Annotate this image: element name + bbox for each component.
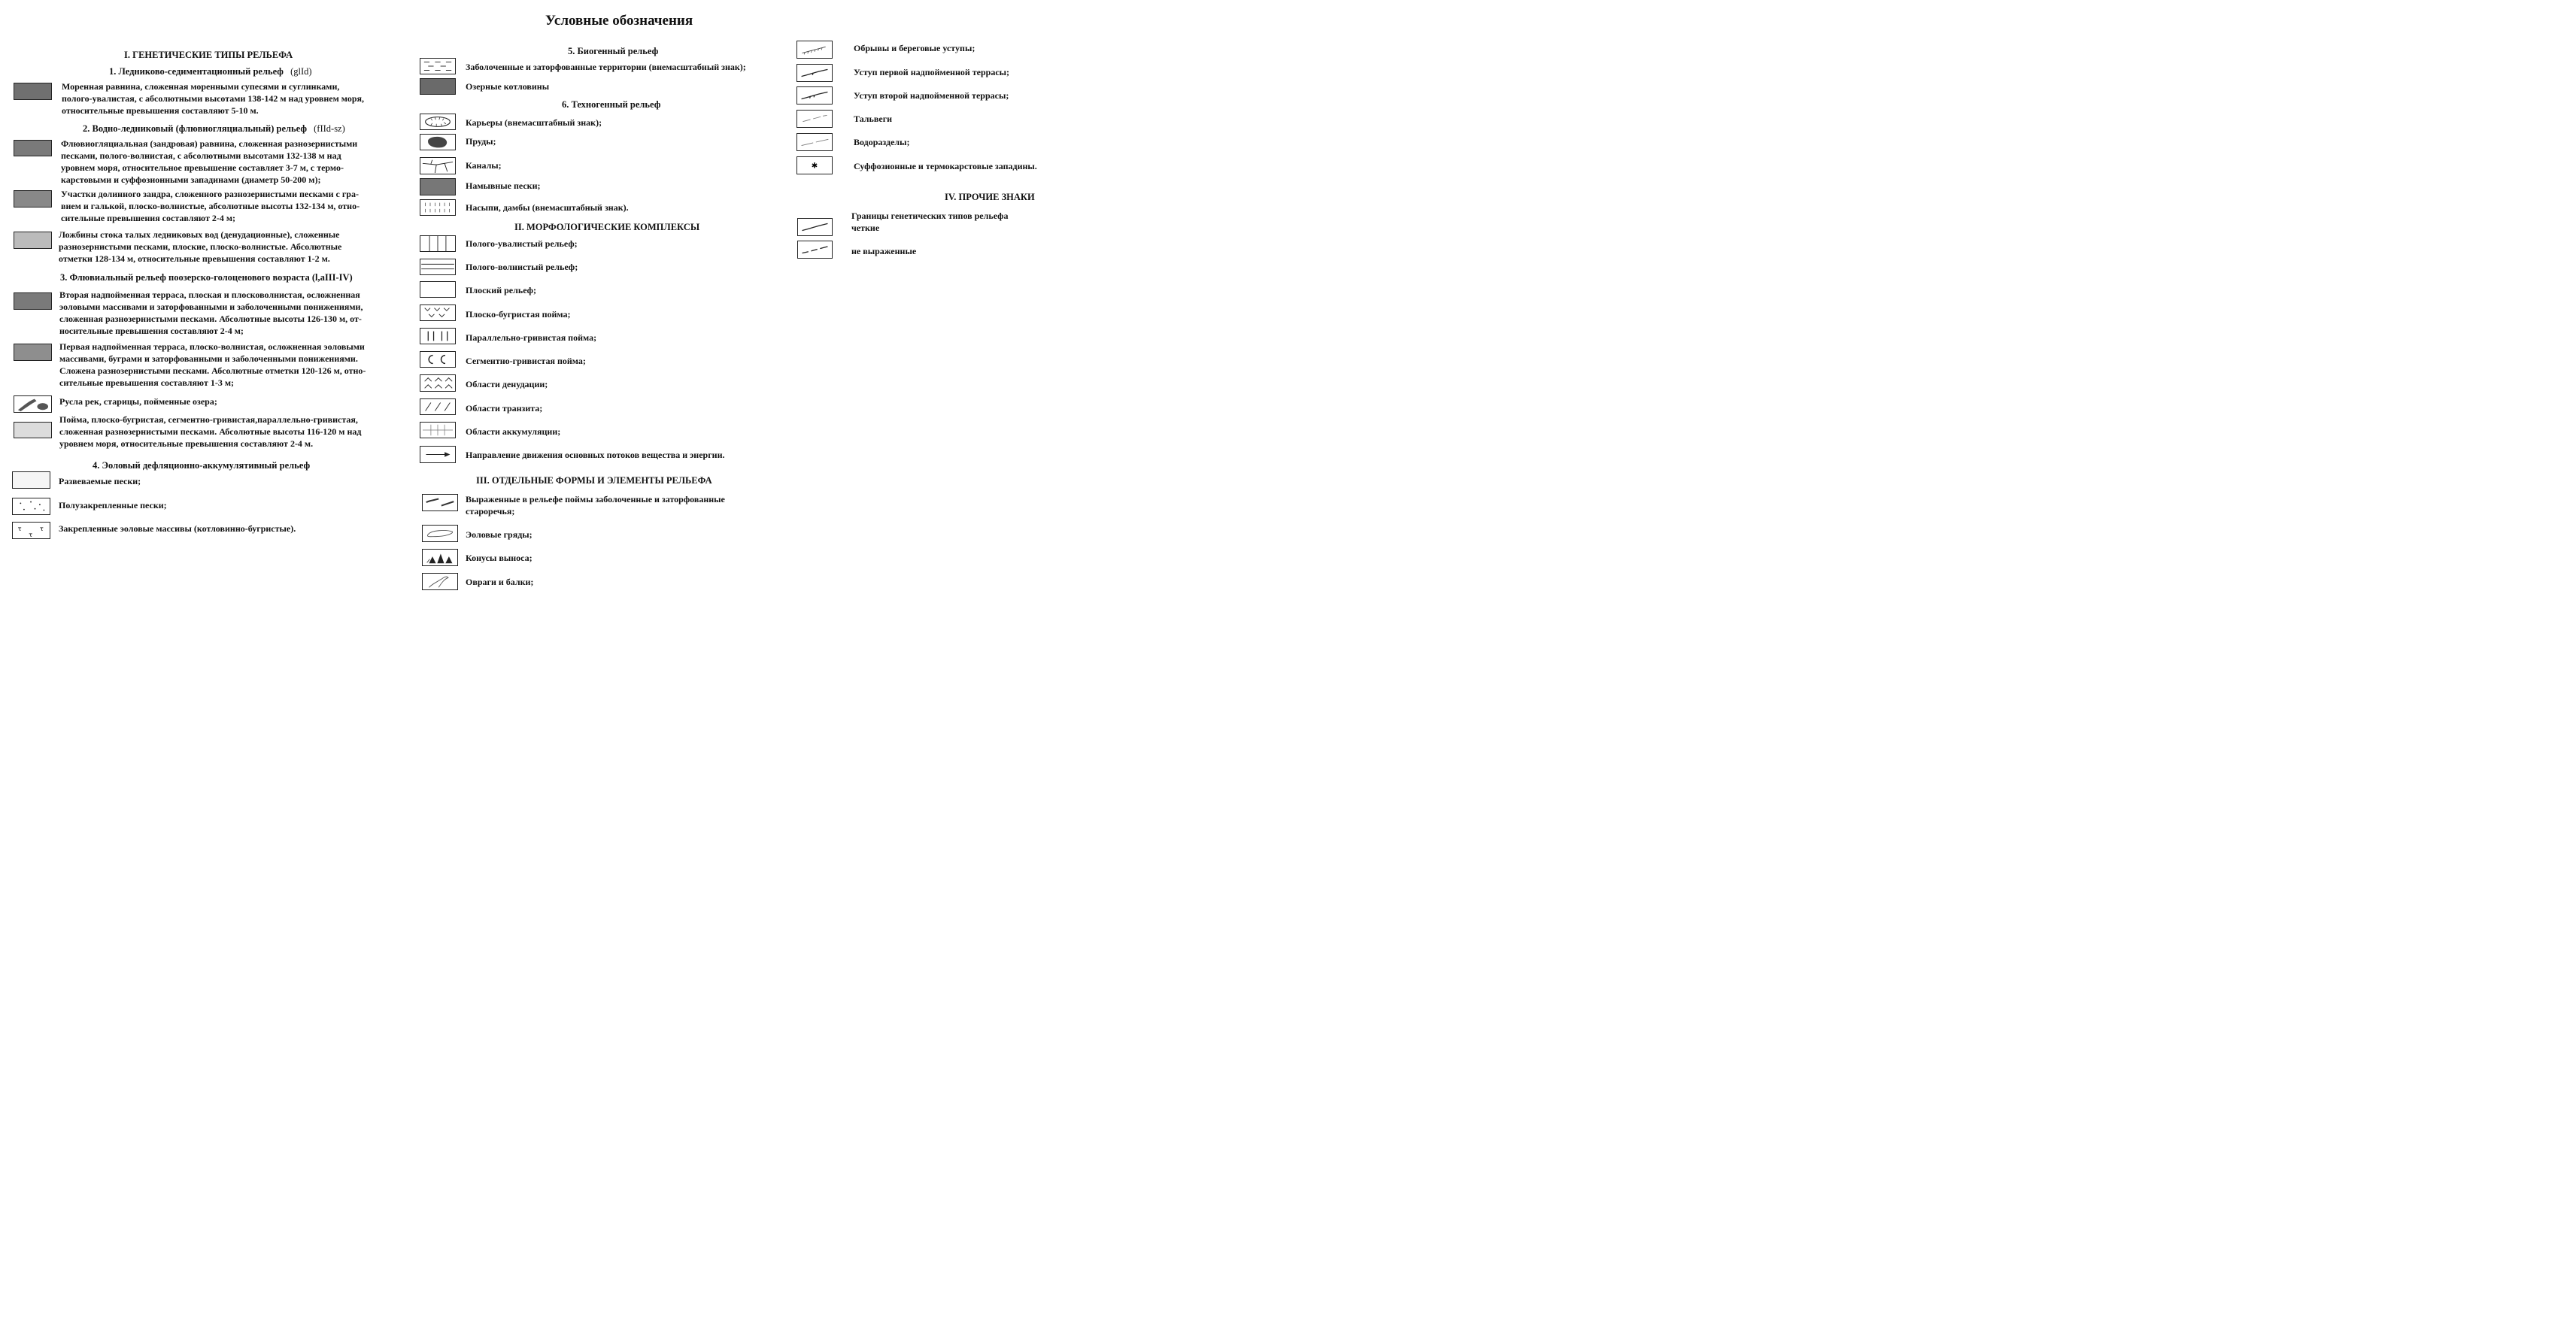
quarry-icon bbox=[420, 114, 455, 129]
legend-text-old-channels bbox=[466, 493, 725, 517]
section-other-signs: IV. ПРОЧИЕ ЗНАКИ bbox=[945, 192, 1035, 202]
text-line: песками, полого-волнистая, с абсолютными высотами 132-138 м над bbox=[61, 150, 341, 161]
legend-text-hummocky-floodplain: Плоско-бугристая пойма; bbox=[466, 309, 571, 320]
legend-text-clear-boundaries bbox=[851, 210, 1008, 234]
legend-text-denudation: Области денудации; bbox=[466, 379, 548, 389]
legend-text-unclear-boundaries: не выраженные bbox=[851, 246, 917, 256]
legend-text-semi-fixed-sands: Полузакрепленные пески; bbox=[59, 500, 167, 510]
legend-text-second-terrace-scarp: Уступ второй надпойменной террасы; bbox=[854, 90, 1009, 101]
swatch-second-terrace-scarp bbox=[796, 86, 833, 105]
legend-title: Условные обозначения bbox=[545, 13, 693, 29]
watershed-icon bbox=[797, 134, 832, 150]
section-landforms: III. ОТДЕЛЬНЫЕ ФОРМЫ И ЭЛЕМЕНТЫ РЕЛЬЕФА bbox=[476, 475, 712, 486]
pond-icon bbox=[420, 135, 455, 150]
scarp-two-ticks-icon bbox=[797, 87, 832, 104]
svg-text:τ: τ bbox=[29, 531, 33, 538]
text-line: Сложена разнозернистыми песками. Абсолютные отметки 120-126 м, отно- bbox=[59, 365, 366, 376]
legend-text-wavy-relief: Полого-волнистый рельеф; bbox=[466, 262, 578, 272]
group-1-code: (glId) bbox=[290, 66, 312, 77]
legend-text-ridged-relief: Полого-увалистый рельеф; bbox=[466, 238, 578, 249]
swatch-first-terrace-scarp bbox=[796, 64, 833, 82]
legend-text-first-terrace-scarp: Уступ первой надпойменной террасы; bbox=[854, 67, 1010, 77]
swatch-moraine-plain bbox=[14, 83, 52, 100]
text-line: Пойма, плоско-бугристая, сегментно-гривистая,параллельно-гривистая, bbox=[59, 414, 358, 425]
swatch-fixed-aeolian bbox=[12, 522, 50, 539]
legend-text-floodplain bbox=[59, 414, 361, 450]
legend-text-accumulation: Области аккумуляции; bbox=[466, 426, 561, 437]
carets-icon bbox=[420, 375, 455, 391]
horizontal-lines-icon bbox=[420, 259, 455, 274]
legend-text-fixed-aeolian: Закрепленные эоловые массивы (котловинно-бугристые). bbox=[59, 523, 296, 534]
group-2-code: (fIId-sz) bbox=[314, 123, 345, 134]
legend-text-moraine-plain bbox=[62, 80, 364, 117]
section-technogenic: 6. Техногенный рельеф bbox=[562, 99, 661, 110]
swatch-lake-basins bbox=[420, 78, 456, 95]
legend-text-lake-basins: Озерные котловины bbox=[466, 81, 550, 92]
text-line: сительные превышения составляют 1-3 м; bbox=[59, 377, 235, 388]
legend-text-blown-sands: Развеваемые пески; bbox=[59, 476, 141, 486]
arrow-right-icon bbox=[420, 447, 455, 462]
legend-text-swamps: Заболоченные и заторфованные территории (внемасштабный знак); bbox=[466, 62, 746, 72]
river-channels-icon bbox=[14, 396, 51, 412]
swatch-canals bbox=[420, 157, 456, 174]
swatch-ridged-relief bbox=[420, 235, 456, 252]
group-3-heading: 3. Флювиальный рельеф поозерско-голоценового возраста (l,aIII-IV) bbox=[60, 272, 353, 283]
swatch-ponds bbox=[420, 134, 456, 150]
parallel-bars-icon bbox=[420, 329, 455, 344]
swatch-hummocky-floodplain bbox=[420, 304, 456, 321]
swatch-aeolian-ridges bbox=[422, 525, 458, 542]
svg-text:✱: ✱ bbox=[811, 162, 818, 171]
swatch-accumulation bbox=[420, 422, 456, 438]
section-genetic-types: I. ГЕНЕТИЧЕСКИЕ ТИПЫ РЕЛЬЕФА bbox=[124, 50, 293, 60]
swatch-cliffs bbox=[796, 41, 833, 59]
crescents-icon bbox=[420, 352, 455, 367]
text-line: сложенная разнозернистыми песками. Абсолютные высоты 116-120 м над bbox=[59, 426, 362, 437]
cliff-icon bbox=[797, 41, 832, 58]
swatch-alluvial-sands bbox=[420, 178, 456, 195]
group-2-title: 2. Водно-ледниковый (флювиогляциальный) рельеф bbox=[83, 123, 307, 134]
asterisk-icon bbox=[797, 157, 832, 174]
swatch-swamps bbox=[420, 58, 456, 74]
section-biogenic: 5. Биогенный рельеф bbox=[568, 46, 659, 56]
legend-text-second-terrace bbox=[59, 289, 363, 337]
legend-text-first-terrace bbox=[59, 341, 366, 389]
swatch-river-channels bbox=[14, 395, 52, 413]
text-line: разнозернистыми песками, плоские, плоско-волнистые. Абсолютные bbox=[59, 241, 342, 252]
swatch-first-terrace bbox=[14, 344, 52, 361]
legend-text-alluvial-sands: Намывные пески; bbox=[466, 180, 541, 191]
text-line: карстовыми и суффозионными западинами (диаметр 50-200 м); bbox=[61, 174, 321, 185]
swatch-depressions bbox=[796, 156, 833, 174]
text-line: староречья; bbox=[466, 506, 515, 517]
swatch-thalwegs bbox=[796, 110, 833, 128]
alluvial-fans-icon bbox=[423, 550, 457, 565]
text-line: сительные превышения составляют 2-4 м; bbox=[61, 213, 236, 223]
text-line: относительные превышения составляют 5-10 м. bbox=[62, 105, 259, 116]
text-line: Первая надпойменная терраса, плоско-волнистая, осложненная эоловыми bbox=[59, 341, 365, 352]
legend-text-transit: Области транзита; bbox=[466, 403, 543, 414]
legend-text-river-channels: Русла рек, старицы, пойменные озера; bbox=[59, 396, 217, 407]
group-1-heading bbox=[109, 66, 312, 77]
section-morphological: II. МОРФОЛОГИЧЕСКИЕ КОМПЛЕКСЫ bbox=[514, 222, 700, 232]
legend-text-quarries: Карьеры (внемасштабный знак); bbox=[466, 117, 602, 128]
text-line: эоловыми массивами и заторфованными и заболоченными понижениями, bbox=[59, 301, 363, 312]
swamp-pattern-icon bbox=[420, 59, 455, 74]
swatch-ravines bbox=[422, 573, 458, 590]
swatch-quarries bbox=[420, 114, 456, 130]
text-line: полого-увалистая, с абсолютными высотами 138-142 м над уровнем моря, bbox=[62, 93, 364, 104]
cross-lines-icon bbox=[420, 423, 455, 438]
canal-icon bbox=[420, 158, 455, 174]
legend-text-cliffs: Обрывы и береговые уступы; bbox=[854, 43, 975, 53]
legend-text-alluvial-fans: Конусы выноса; bbox=[466, 553, 532, 563]
legend-text-depressions: Суффозионные и термокарстовые западины. bbox=[854, 161, 1037, 171]
text-line: вием и галькой, плоско-волнистые, абсолютные высоты 132-134 м, отно- bbox=[61, 201, 360, 211]
swatch-alluvial-fans bbox=[422, 549, 458, 566]
swatch-flat-relief bbox=[420, 281, 456, 298]
legend-text-ponds: Пруды; bbox=[466, 136, 496, 147]
aeolian-ridge-icon bbox=[423, 526, 457, 541]
tau-pattern-icon bbox=[13, 523, 50, 538]
text-line: сложенная разнозернистыми песками. Абсолютные высоты 126-130 м, от- bbox=[59, 314, 362, 324]
text-line: Моренная равнина, сложенная моренными супесями и суглинками, bbox=[62, 81, 340, 92]
text-line: массивами, буграми и заторфованными и заболоченными понижениями. bbox=[59, 353, 358, 364]
text-line: уровнем моря, относительное превышение составляет 3-7 м, с термо- bbox=[61, 162, 344, 173]
text-line: отметки 128-134 м, относительные превышения составляют 1-2 м. bbox=[59, 253, 330, 264]
swatch-semi-fixed-sands bbox=[12, 498, 50, 515]
swatch-watersheds bbox=[796, 133, 833, 151]
ravine-icon bbox=[423, 574, 457, 589]
legend-text-flow-direction: Направление движения основных потоков вещества и энергии. bbox=[466, 450, 725, 460]
scarp-one-tick-icon bbox=[797, 65, 832, 81]
solid-boundary-icon bbox=[798, 219, 832, 235]
text-line: Участки долинного зандра, сложенного разнозернистыми песками с гра- bbox=[61, 189, 359, 199]
swatch-flow-direction bbox=[420, 446, 456, 463]
svg-text:τ: τ bbox=[17, 524, 22, 532]
legend-text-ravines: Овраги и балки; bbox=[466, 577, 534, 587]
legend-text-parallel-ridge-floodplain: Параллельно-гривистая пойма; bbox=[466, 332, 597, 343]
legend-text-flat-relief: Плоский рельеф; bbox=[466, 285, 536, 295]
legend-text-thalwegs: Тальвеги bbox=[854, 114, 893, 124]
legend-text-embankments: Насыпи, дамбы (внемасштабный знак). bbox=[466, 202, 629, 213]
legend-text-segment-ridge-floodplain: Сегментно-гривистая пойма; bbox=[466, 356, 586, 366]
thalweg-icon bbox=[797, 111, 832, 127]
swatch-second-terrace bbox=[14, 292, 52, 310]
swatch-wavy-relief bbox=[420, 259, 456, 275]
embankment-icon bbox=[420, 200, 455, 215]
swatch-meltwater-hollows bbox=[14, 232, 52, 249]
dashed-boundary-icon bbox=[798, 241, 832, 258]
legend-text-valley-sandur bbox=[61, 188, 360, 224]
legend-text-sandur-plain bbox=[61, 138, 357, 186]
swatch-clear-boundaries bbox=[797, 218, 833, 236]
swatch-embankments bbox=[420, 199, 456, 216]
swatch-old-channels bbox=[422, 494, 458, 511]
swatch-denudation bbox=[420, 374, 456, 392]
diagonal-lines-icon bbox=[420, 399, 455, 414]
group-4-heading: 4. Эоловый дефляционно-аккумулятивный рельеф bbox=[93, 460, 311, 471]
text-line: носительные превышения составляют 2-4 м; bbox=[59, 326, 244, 336]
swatch-floodplain bbox=[14, 422, 52, 438]
vertical-lines-icon bbox=[420, 236, 455, 251]
group-2-heading bbox=[83, 123, 345, 135]
swatch-unclear-boundaries bbox=[797, 241, 833, 259]
legend-text-canals: Каналы; bbox=[466, 160, 502, 171]
legend-text-meltwater-hollows bbox=[59, 229, 341, 265]
text-line: Вторая надпойменная терраса, плоская и плосковолнистая, осложненная bbox=[59, 289, 360, 300]
svg-text:τ: τ bbox=[39, 524, 44, 532]
dots-pattern-icon bbox=[13, 498, 50, 514]
chevrons-icon bbox=[420, 305, 455, 320]
swatch-parallel-ridge-floodplain bbox=[420, 328, 456, 344]
swatch-transit bbox=[420, 398, 456, 415]
group-1-title: 1. Ледниково-седиментационный рельеф bbox=[109, 66, 284, 77]
old-channels-icon bbox=[423, 495, 457, 510]
text-line: уровнем моря, относительные превышения составляют 2-4 м. bbox=[59, 438, 314, 449]
swatch-segment-ridge-floodplain bbox=[420, 351, 456, 368]
text-line: Выраженные в рельефе поймы заболоченные и заторфованные bbox=[466, 494, 725, 504]
swatch-sandur-plain bbox=[14, 140, 52, 156]
swatch-blown-sands bbox=[12, 471, 50, 489]
legend-text-watersheds: Водоразделы; bbox=[854, 137, 910, 147]
text-line: четкие bbox=[851, 223, 880, 233]
legend-text-aeolian-ridges: Эоловые гряды; bbox=[466, 529, 532, 540]
text-line: Границы генетических типов рельефа bbox=[851, 211, 1009, 221]
swatch-valley-sandur bbox=[14, 190, 52, 208]
text-line: Ложбины стока талых ледниковых вод (денудационные), сложенные bbox=[59, 229, 340, 240]
text-line: Флювиогляциальная (зандровая) равнина, сложенная разнозернистыми bbox=[61, 138, 358, 149]
